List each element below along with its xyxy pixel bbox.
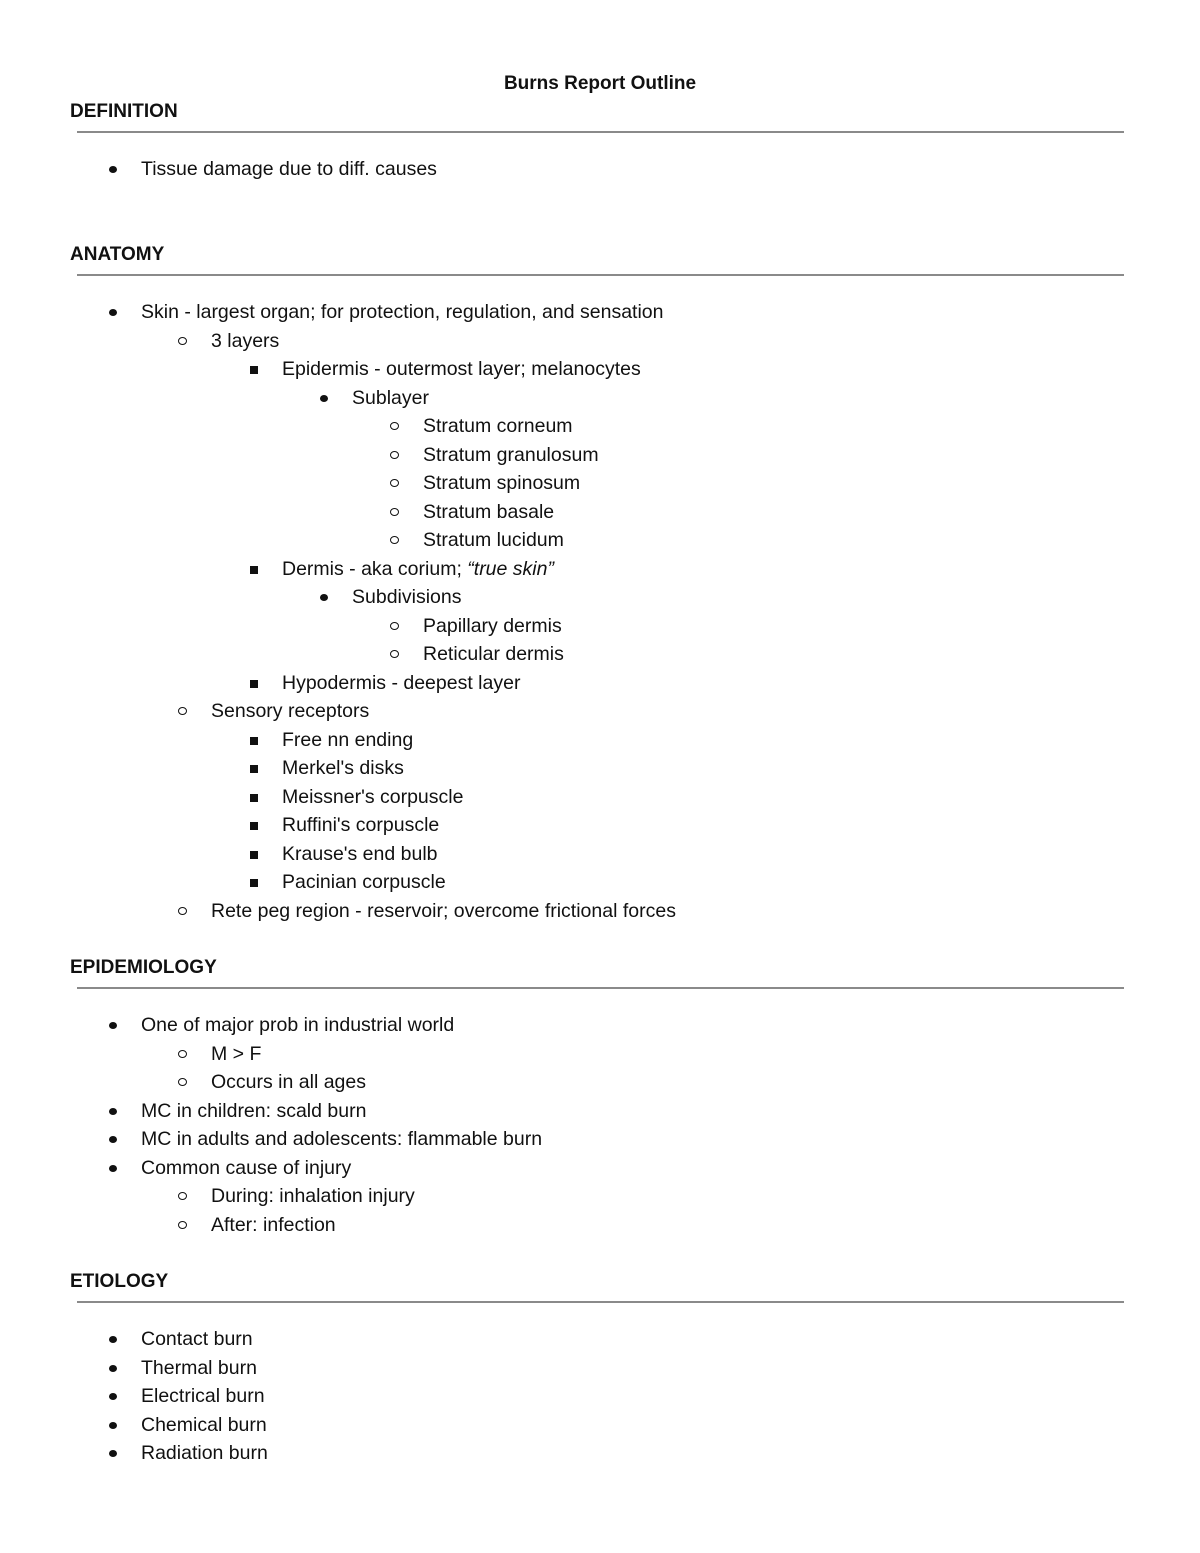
bullet-circle [178,707,187,715]
list-item: Sensory receptors [0,697,1200,726]
bullet-circle [178,1192,187,1200]
list-item: Dermis - aka corium; “true skin” [0,555,1200,584]
bullet-circle [178,1050,187,1058]
bullet-disc [109,1365,117,1372]
list-item: Reticular dermis [0,640,1200,669]
list-item: Meissner's corpuscle [0,783,1200,812]
bullet-disc [109,1136,117,1143]
list-item: Subdivisions [0,583,1200,612]
bullet-disc [109,1165,117,1172]
bullet-square [250,566,258,574]
bullet-disc [109,1393,117,1400]
bullet-square [250,680,258,688]
bullet-square [250,794,258,802]
bullet-circle [390,451,399,459]
bullet-circle [390,422,399,430]
list-item: Chemical burn [0,1411,1200,1440]
heading-etiology: ETIOLOGY [70,1271,169,1292]
bullet-circle [178,907,187,915]
bullet-disc [109,1422,117,1429]
bullet-circle [390,650,399,658]
epidemiology-list [0,1011,1200,1239]
bullet-disc [109,309,117,316]
list-item: Merkel's disks [0,754,1200,783]
list-item: Contact burn [0,1325,1200,1354]
bullet-circle [390,479,399,487]
list-item: Papillary dermis [0,612,1200,641]
bullet-circle [390,622,399,630]
list-item: Thermal burn [0,1354,1200,1383]
bullet-circle [390,508,399,516]
bullet-disc [109,1022,117,1029]
list-item: Tissue damage due to diff. causes [0,155,1200,184]
list-item: MC in adults and adolescents: flammable burn [0,1125,1200,1154]
list-item: One of major prob in industrial world [0,1011,1200,1040]
list-item: After: infection [0,1211,1200,1240]
list-item: Free nn ending [0,726,1200,755]
bullet-disc [320,594,328,601]
list-item: Stratum lucidum [0,526,1200,555]
list-item: M > F [0,1040,1200,1069]
bullet-square [250,765,258,773]
bullet-square [250,822,258,830]
list-item: Pacinian corpuscle [0,868,1200,897]
anatomy-list [0,298,1200,925]
list-item: Common cause of injury [0,1154,1200,1183]
list-item: Occurs in all ages [0,1068,1200,1097]
heading-anatomy: ANATOMY [70,244,165,265]
list-item: Sublayer [0,384,1200,413]
list-item: Krause's end bulb [0,840,1200,869]
list-item: Epidermis - outermost layer; melanocytes [0,355,1200,384]
heading-definition: DEFINITION [70,101,178,122]
bullet-disc [109,1450,117,1457]
section-divider [77,274,1124,276]
definition-list [0,155,1200,184]
bullet-circle [178,1221,187,1229]
section-divider [77,131,1124,133]
bullet-disc [109,1336,117,1343]
document-title: Burns Report Outline [503,73,697,94]
list-item: Ruffini's corpuscle [0,811,1200,840]
list-item: Skin - largest organ; for protection, regulation, and sensation [0,298,1200,327]
section-divider [77,1301,1124,1303]
bullet-circle [178,1078,187,1086]
bullet-square [250,851,258,859]
list-item: Stratum basale [0,498,1200,527]
bullet-square [250,366,258,374]
bullet-disc [320,395,328,402]
heading-epidemiology: EPIDEMIOLOGY [70,957,217,978]
bullet-disc [109,166,117,173]
list-item: MC in children: scald burn [0,1097,1200,1126]
bullet-disc [109,1108,117,1115]
list-item: Stratum corneum [0,412,1200,441]
list-item: Electrical burn [0,1382,1200,1411]
etiology-list [0,1325,1200,1468]
list-item: Rete peg region - reservoir; overcome frictional forces [0,897,1200,926]
bullet-square [250,879,258,887]
bullet-circle [178,337,187,345]
list-item: During: inhalation injury [0,1182,1200,1211]
list-item: Radiation burn [0,1439,1200,1468]
list-item: Hypodermis - deepest layer [0,669,1200,698]
bullet-square [250,737,258,745]
list-item: Stratum granulosum [0,441,1200,470]
section-divider [77,987,1124,989]
bullet-circle [390,536,399,544]
list-item: 3 layers [0,327,1200,356]
list-item: Stratum spinosum [0,469,1200,498]
